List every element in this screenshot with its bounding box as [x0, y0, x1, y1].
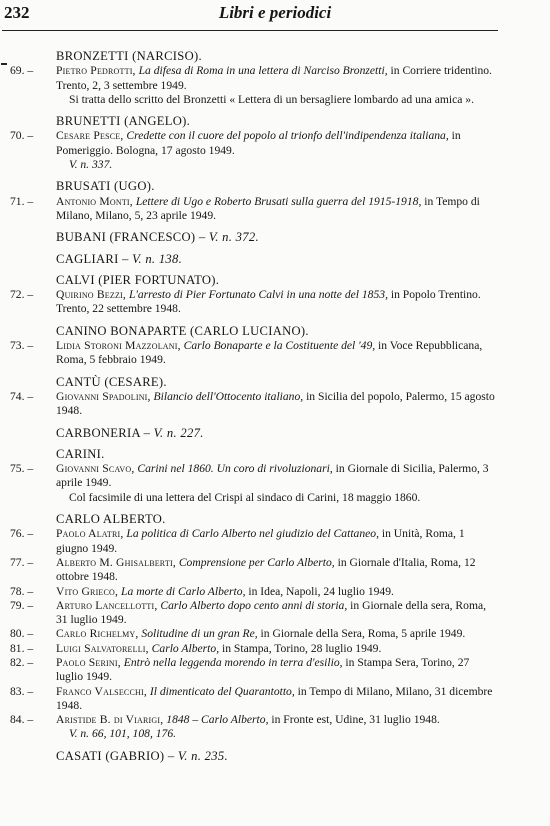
- entry-author: Cesare Pesce,: [56, 129, 124, 143]
- heading-text: BRONZETTI (NARCISO).: [56, 49, 202, 63]
- entry-title: 1848 – Carlo Alberto,: [166, 713, 269, 727]
- bibliography-entry: [10, 527, 498, 556]
- entry-author: Arturo Lancellotti,: [56, 598, 158, 612]
- bibliography-list: [10, 49, 498, 764]
- heading-text: BRUNETTI (ANGELO).: [56, 114, 191, 129]
- entry-number: 80. –: [10, 627, 34, 641]
- entry-number: 76. –: [10, 527, 34, 541]
- entry-title: Il dimenticato del Quarantotto,: [149, 684, 295, 698]
- entry-number: 78. –: [10, 584, 34, 598]
- heading-text: CAGLIARI –: [56, 251, 133, 266]
- cross-reference: V. n. 372.: [208, 230, 259, 245]
- heading-text: CANTÙ (CESARE).: [56, 374, 167, 389]
- entry-publication: in Pomeriggio. Bologna, 17 agosto 1949.: [56, 129, 461, 157]
- entry-author: Paolo Alatri,: [56, 527, 124, 541]
- entry-number: 72. –: [10, 288, 34, 302]
- cross-reference: V. n. 66, 101, 108, 176.: [69, 727, 177, 741]
- section-heading: [10, 273, 498, 287]
- entry-note: Si tratta dello scritto del Bronzetti « Lettera di un bersagliere lombardo ad una amica ».: [69, 92, 475, 106]
- entry-publication: in Voce Repubblicana, Roma, 5 febbraio 1949.: [56, 339, 483, 367]
- section-heading: [10, 512, 498, 526]
- bibliography-entry: [10, 195, 498, 224]
- entry-title: La politica di Carlo Alberto nel giudizio del Cattaneo,: [126, 527, 379, 541]
- bibliography-entry: [10, 129, 498, 158]
- entry-publication: in Corriere tridentino. Trento, 2, 3 settembre 1949.: [56, 64, 492, 92]
- entry-title: La morte di Carlo Alberto,: [121, 584, 246, 598]
- entry-author: Pietro Pedrotti,: [56, 64, 136, 78]
- entry-publication: in Sicilia del popolo, Palermo, 15 agosto 1948.: [56, 389, 495, 418]
- entry-number: 79. –: [10, 598, 34, 612]
- entry-author: Lidia Storoni Mazzolani,: [56, 339, 181, 353]
- section-heading: [10, 447, 498, 461]
- entry-title: Carlo Bonaparte e la Costituente del '49,: [183, 339, 376, 353]
- bibliography-entry: [10, 288, 498, 317]
- entry-publication: in Giornale d'Italia, Roma, 12 ottobre 1948.: [56, 555, 476, 584]
- heading-text: BRUSATI (UGO).: [56, 179, 155, 194]
- bibliography-entry: [10, 642, 498, 656]
- heading-text: CARBONERIA –: [56, 425, 154, 440]
- entry-number: 83. –: [10, 684, 34, 698]
- entry-author: Giovanni Scavo,: [56, 462, 135, 476]
- entry-publication: in Tempo di Milano, Milano, 31 dicembre 1948.: [56, 684, 493, 712]
- section-heading: [10, 114, 498, 128]
- section-heading: [10, 230, 498, 244]
- section-heading: [10, 749, 498, 763]
- section-heading: [10, 252, 498, 266]
- entry-number: 82. –: [10, 655, 34, 669]
- heading-text: CANINO BONAPARTE (CARLO LUCIANO).: [56, 323, 309, 338]
- entry-author: Alberto M. Ghisalberti,: [56, 555, 176, 569]
- section-heading: [10, 375, 498, 389]
- bibliography-entry: [10, 599, 498, 628]
- entry-publication: in Giornale di Sicilia, Palermo, 3 aprile 1949.: [56, 462, 489, 490]
- bibliography-entry: [10, 627, 498, 641]
- bibliography-entry: [10, 64, 498, 93]
- entry-author: Aristide B. di Viarigi,: [56, 713, 164, 727]
- entry-title: Credette con il cuore del popolo al trionfo dell'indipendenza italiana,: [126, 129, 449, 143]
- header-rule: [2, 30, 498, 31]
- bibliography-entry: [10, 685, 498, 714]
- entry-publication: in Tempo di Milano, Milano, 5, 23 aprile 1949.: [56, 194, 480, 222]
- entry-title: Carlo Alberto,: [151, 641, 220, 655]
- entry-number: 81. –: [10, 641, 34, 655]
- entry-number: 75. –: [10, 462, 34, 476]
- entry-number: 84. –: [10, 713, 34, 727]
- cross-reference: V. n. 138.: [132, 251, 183, 266]
- entry-publication: in Stampa, Torino, 28 luglio 1949.: [219, 641, 382, 655]
- entry-publication: in Popolo Trentino. Trento, 22 settembre 1948.: [56, 288, 481, 316]
- entry-title: Comprensione per Carlo Alberto,: [178, 555, 335, 569]
- entry-publication: in Fronte est, Udine, 31 luglio 1948.: [268, 713, 440, 727]
- entry-publication: in Giornale della Sera, Roma, 5 aprile 1949.: [257, 627, 466, 641]
- entry-publication: in Stampa Sera, Torino, 27 luglio 1949.: [56, 655, 470, 684]
- section-heading: [10, 324, 498, 338]
- running-title: Libri e periodici: [218, 3, 332, 22]
- entry-publication: in Giornale della sera, Roma, 31 luglio 1949.: [56, 598, 487, 627]
- bibliography-entry: [10, 656, 498, 685]
- entry-title: Lettere di Ugo e Roberto Brusati sulla guerra del 1915-1918,: [135, 194, 422, 208]
- entry-publication: in Idea, Napoli, 24 luglio 1949.: [245, 584, 394, 598]
- entry-title: La difesa di Roma in una lettera di Narciso Bronzetti,: [138, 64, 388, 78]
- entry-number: 69. –: [10, 64, 34, 78]
- entry-author: Vito Grieco,: [56, 584, 119, 598]
- bibliography-entry: [10, 390, 498, 419]
- entry-author: Carlo Richelmy,: [56, 627, 139, 641]
- entry-note: Col facsimile di una lettera del Crispi al sindaco di Carini, 18 maggio 1860.: [69, 490, 421, 504]
- bibliography-entry: [10, 339, 498, 368]
- entry-author: Giovanni Spadolini,: [56, 389, 151, 403]
- section-heading: [10, 426, 498, 440]
- heading-text: CASATI (GABRIO) –: [56, 748, 178, 763]
- cross-reference: V. n. 235.: [177, 748, 228, 763]
- margin-mark: [1, 63, 7, 65]
- running-head: [0, 0, 550, 26]
- heading-text: BUBANI (FRANCESCO) –: [56, 230, 209, 245]
- entry-title: Entrò nella leggenda morendo in terra d'esilio,: [123, 655, 343, 669]
- section-heading: [10, 179, 498, 193]
- section-heading: [10, 49, 498, 63]
- entry-title: Solitudine di un gran Re,: [141, 627, 258, 641]
- bibliography-entry: [10, 585, 498, 599]
- heading-text: CARINI.: [56, 446, 105, 461]
- entry-number: 74. –: [10, 389, 34, 403]
- entry-author: Antonio Monti,: [56, 194, 133, 208]
- cross-reference: V. n. 227.: [153, 425, 204, 440]
- bibliography-entry: [10, 713, 498, 727]
- entry-author: Franco Valsecchi,: [56, 684, 147, 698]
- heading-text: CALVI (PIER FORTUNATO).: [56, 272, 220, 287]
- entry-number: 77. –: [10, 555, 34, 569]
- entry-author: Paolo Serini,: [56, 655, 121, 669]
- entry-title: L'arresto di Pier Fortunato Calvi in una notte del 1853,: [128, 288, 388, 302]
- entry-title: Carini nel 1860. Un coro di rivoluzionari,: [137, 462, 333, 476]
- entry-number: 73. –: [10, 339, 34, 353]
- bibliography-entry: [10, 462, 498, 491]
- entry-number: 71. –: [10, 194, 34, 208]
- entry-number: 70. –: [10, 129, 34, 143]
- bibliography-entry: [10, 556, 498, 585]
- heading-text: CARLO ALBERTO.: [56, 512, 166, 527]
- entry-author: Luigi Salvatorelli,: [56, 641, 149, 655]
- entry-publication: in Unità, Roma, 1 giugno 1949.: [56, 527, 465, 555]
- entry-author: Quirino Bezzi,: [56, 288, 127, 302]
- cross-reference: V. n. 337.: [69, 158, 113, 172]
- page-number: 232: [4, 3, 30, 22]
- entry-title: Bilancio dell'Ottocento italiano,: [153, 389, 304, 403]
- entry-title: Carlo Alberto dopo cento anni di storia,: [160, 598, 348, 612]
